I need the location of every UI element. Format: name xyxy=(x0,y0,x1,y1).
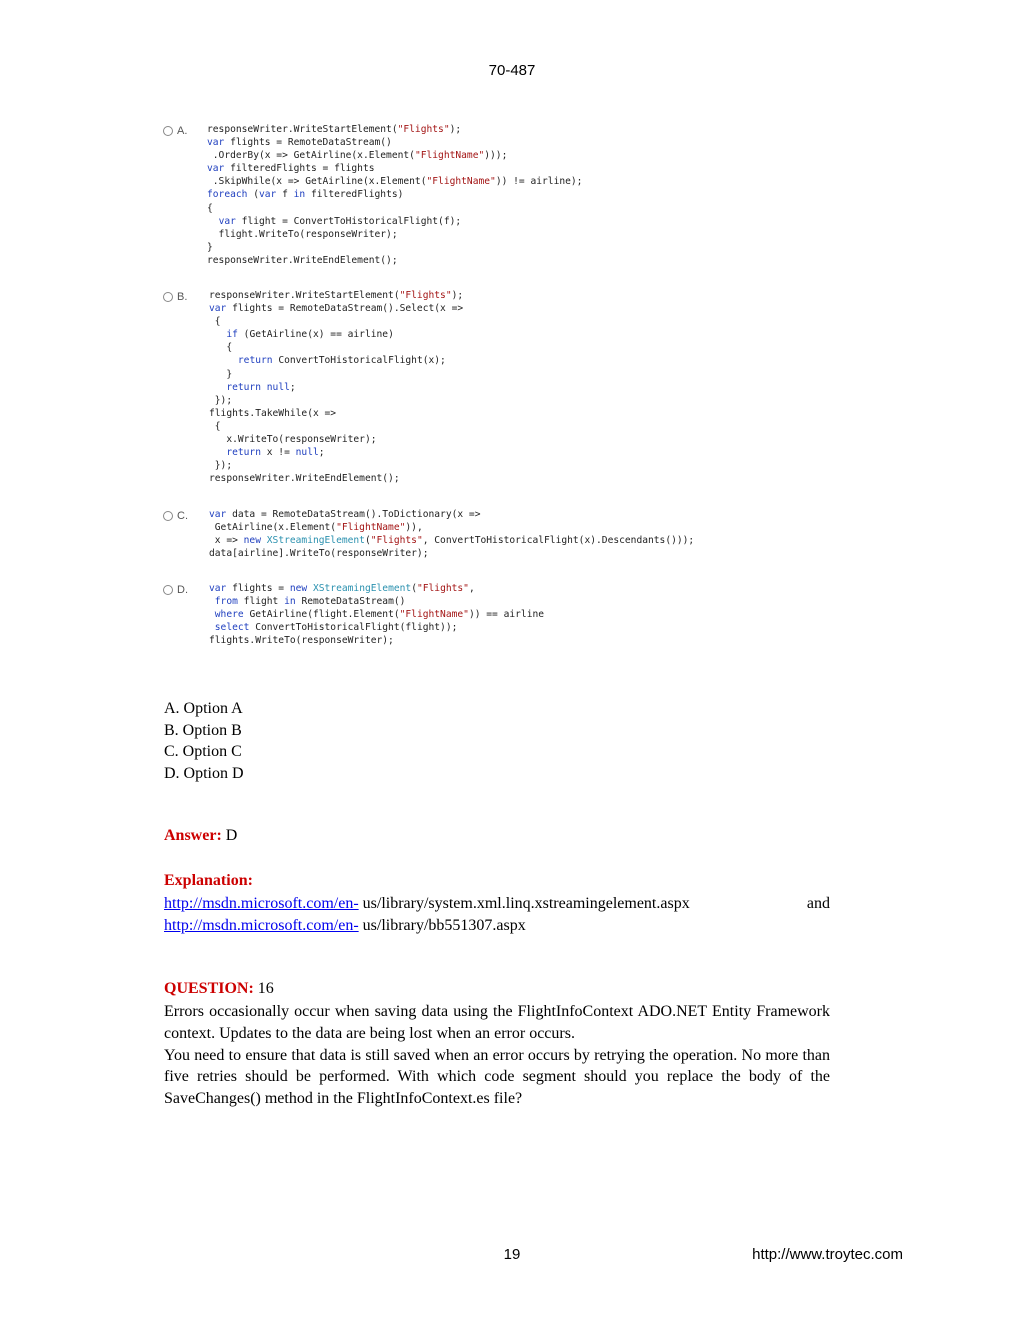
option-d-radio[interactable] xyxy=(163,584,188,596)
code-line: { xyxy=(209,420,221,432)
code-line: where GetAirline(flight.Element("FlightName")) == airline xyxy=(214,609,545,621)
code-line: x.WriteTo(responseWriter); xyxy=(209,434,377,446)
explanation-link-2[interactable]: http://msdn.microsoft.com/en- xyxy=(164,917,359,934)
radio-circle-icon xyxy=(163,585,173,595)
code-line: var filteredFlights = flights xyxy=(207,163,375,175)
code-line: return ConvertToHistoricalFlight(x); xyxy=(237,355,446,367)
question-label: QUESTION: xyxy=(164,980,254,997)
code-line: var data = RemoteDataStream().ToDictionary(x => xyxy=(209,509,481,520)
choice-a: A. Option A xyxy=(164,700,243,717)
option-c-code xyxy=(209,508,694,560)
code-line: } xyxy=(209,368,233,380)
footer-url: http://www.troytec.com xyxy=(752,1246,903,1263)
choice-b: B. Option B xyxy=(164,721,242,739)
radio-circle-icon xyxy=(163,126,173,136)
option-a-block xyxy=(163,123,703,273)
code-line: responseWriter.WriteEndElement(); xyxy=(209,473,400,485)
radio-circle-icon xyxy=(163,292,173,302)
answer-value: D xyxy=(225,827,238,844)
code-line: }); xyxy=(209,394,233,406)
explanation-link-1[interactable]: http://msdn.microsoft.com/en- xyxy=(164,895,359,912)
explanation-and: and xyxy=(806,895,830,912)
code-line: .OrderBy(x => GetAirline(x.Element("FlightName"))); xyxy=(207,150,508,162)
code-line: return x != null; xyxy=(226,447,325,459)
option-b-code xyxy=(209,289,463,485)
code-line: flights.WriteTo(responseWriter); xyxy=(209,635,394,647)
explanation-body xyxy=(164,893,830,937)
code-line: { xyxy=(209,316,221,328)
page-number: 19 xyxy=(503,1246,521,1263)
choice-c: C. Option C xyxy=(164,743,242,761)
code-line: } xyxy=(207,241,213,253)
code-line: var flights = new XStreamingElement("Flights", xyxy=(209,583,475,594)
code-line: responseWriter.WriteStartElement("Flights"); xyxy=(207,124,462,135)
code-line: var flights = RemoteDataStream().Select(x => xyxy=(209,303,464,315)
option-a-radio-label: A. xyxy=(177,125,188,137)
option-a-radio[interactable] xyxy=(163,125,187,137)
option-d-radio-label: D. xyxy=(177,584,188,596)
question-paragraph-2: You need to ensure that data is still saved when an error occurs by retrying the operation. No more than five retries should be performed. With which code segment should you replace the body of the SaveChanges() method in the FlightInfoContext.es file? xyxy=(164,1046,830,1108)
option-b-radio[interactable] xyxy=(163,291,187,303)
code-line: .SkipWhile(x => GetAirline(x.Element("FlightName")) != airline); xyxy=(207,176,583,188)
code-line: { xyxy=(209,342,233,354)
option-b-radio-label: B. xyxy=(177,291,188,303)
code-line: return null; xyxy=(226,381,296,393)
option-d-block xyxy=(163,582,703,652)
question-number: 16 xyxy=(257,980,274,997)
code-line: { xyxy=(207,202,213,214)
choice-d: D. Option D xyxy=(164,765,244,783)
code-line: flight.WriteTo(responseWriter); xyxy=(207,228,398,240)
radio-circle-icon xyxy=(163,511,173,521)
answer-label: Answer: xyxy=(164,827,222,844)
code-line: foreach (var f in filteredFlights) xyxy=(207,189,404,201)
option-d-code xyxy=(209,582,544,647)
code-line: data[airline].WriteTo(responseWriter); xyxy=(209,548,429,560)
choice-list xyxy=(164,698,244,785)
code-line: flights.TakeWhile(x => xyxy=(209,407,337,419)
code-line: var flight = ConvertToHistoricalFlight(f); xyxy=(218,215,462,227)
code-line: responseWriter.WriteStartElement("Flights"); xyxy=(209,290,464,301)
option-a-code xyxy=(207,123,582,267)
option-c-radio-label: C. xyxy=(177,510,188,522)
code-line: x => new XStreamingElement("Flights", ConvertToHistoricalFlight(x).Descendants())); xyxy=(209,535,695,547)
answer xyxy=(164,827,237,845)
code-line: if (GetAirline(x) == airline) xyxy=(226,329,394,341)
question-paragraph-1: Errors occasionally occur when saving data using the FlightInfoContext ADO.NET Entity Framework context. Updates to the data are being lost when an error occurs. xyxy=(164,1003,830,1042)
question-heading xyxy=(164,980,274,998)
code-line: responseWriter.WriteEndElement(); xyxy=(207,254,398,266)
question-body xyxy=(164,1001,830,1110)
option-c-block xyxy=(163,508,823,568)
explanation-text-1: us/library/system.xml.linq.xstreamingelement.aspx xyxy=(362,895,690,912)
explanation-label: Explanation: xyxy=(164,872,253,889)
code-line: GetAirline(x.Element("FlightName")), xyxy=(209,522,423,534)
code-line: from flight in RemoteDataStream() xyxy=(214,596,406,608)
code-line: }); xyxy=(209,460,233,472)
explanation-text-2: us/library/bb551307.aspx xyxy=(362,917,526,934)
option-b-block xyxy=(163,289,703,489)
code-line: var flights = RemoteDataStream() xyxy=(207,137,392,149)
page-header: 70-487 xyxy=(488,62,536,79)
code-line: select ConvertToHistoricalFlight(flight)); xyxy=(214,622,458,634)
option-c-radio[interactable] xyxy=(163,510,188,522)
